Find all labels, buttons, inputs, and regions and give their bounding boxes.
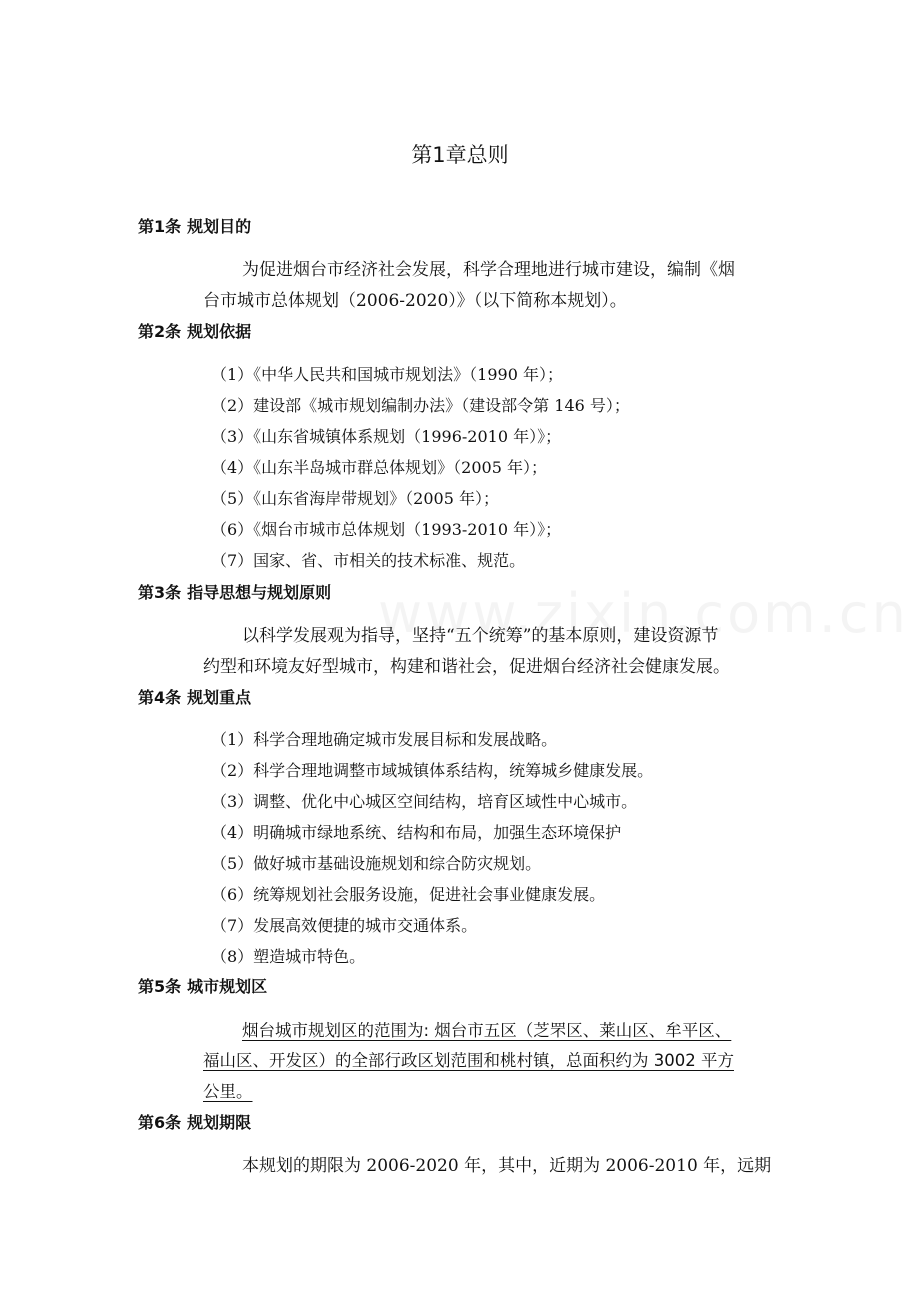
article-6-paragraph-line: 本规划的期限为 2006-2020 年，其中，近期为 2006-2010 年，远期 (242, 1156, 772, 1176)
article-3-paragraph-line: 约型和环境友好型城市，构建和谐社会，促进烟台经济社会健康发展。 (203, 657, 730, 677)
article-6-heading (138, 1112, 251, 1134)
article-number: 第3条 (138, 583, 182, 602)
article-title: 规划目的 (187, 217, 252, 236)
list-item: （6）统筹规划社会服务设施，促进社会事业健康发展。 (211, 885, 606, 904)
list-item: （7）国家、省、市相关的技术标准、规范。 (211, 551, 526, 570)
article-title: 规划期限 (187, 1113, 252, 1132)
list-item: （5）《山东省海岸带规划》（2005 年）； (211, 489, 499, 508)
article-1-paragraph-line: 为促进烟台市经济社会发展，科学合理地进行城市建设，编制《烟 (242, 260, 735, 280)
article-title: 规划依据 (187, 322, 252, 341)
article-4-heading (138, 687, 251, 709)
article-5-paragraph-line: 烟台城市规划区的范围为: 烟台市五区（芝罘区、莱山区、牟平区、 (242, 1021, 732, 1040)
article-title: 城市规划区 (187, 977, 268, 996)
article-number: 第1条 (138, 217, 182, 236)
list-item: （3）调整、优化中心城区空间结构，培育区域性中心城市。 (211, 792, 638, 811)
article-1-paragraph-line: 台市城市总体规划（2006-2020）》（以下简称本规划）。 (203, 291, 627, 311)
list-item: （8）塑造城市特色。 (211, 947, 366, 966)
article-5-paragraph-line: 公里。 (203, 1082, 253, 1101)
article-2-heading (138, 321, 251, 343)
chapter-title: 第1章总则 (411, 143, 509, 167)
article-number: 第2条 (138, 322, 182, 341)
list-item: （2）科学合理地调整市域城镇体系结构，统筹城乡健康发展。 (211, 761, 654, 780)
list-item: （7）发展高效便捷的城市交通体系。 (211, 916, 478, 935)
list-item: （3）《山东省城镇体系规划（1996-2010 年）》； (211, 427, 562, 446)
article-title: 规划重点 (187, 688, 252, 707)
list-item: （1）科学合理地确定城市发展目标和发展战略。 (211, 730, 558, 749)
list-item: （6）《烟台市城市总体规划（1993-2010 年）》； (211, 520, 562, 539)
article-3-paragraph-line: 以科学发展观为指导，坚持“五个统筹”的基本原则，建设资源节 (242, 626, 719, 646)
article-5-heading (138, 976, 267, 998)
article-number: 第6条 (138, 1113, 182, 1132)
article-3-heading (138, 582, 331, 604)
list-item: （4）明确城市绿地系统、结构和布局，加强生态环境保护 (211, 823, 622, 842)
article-title: 指导思想与规划原则 (187, 583, 332, 602)
article-number: 第5条 (138, 977, 182, 996)
list-item: （4）《山东半岛城市群总体规划》（2005 年）； (211, 458, 547, 477)
article-5-paragraph-line: 福山区、开发区）的全部行政区划范围和桃村镇，总面积约为 3002 平方 (203, 1051, 734, 1070)
article-number: 第4条 (138, 688, 182, 707)
list-item: （5）做好城市基础设施规划和综合防灾规划。 (211, 854, 542, 873)
article-1-heading (138, 216, 251, 238)
list-item: （1）《中华人民共和国城市规划法》（1990 年）； (211, 365, 563, 384)
list-item: （2）建设部《城市规划编制办法》（建设部令第 146 号）； (211, 396, 630, 415)
